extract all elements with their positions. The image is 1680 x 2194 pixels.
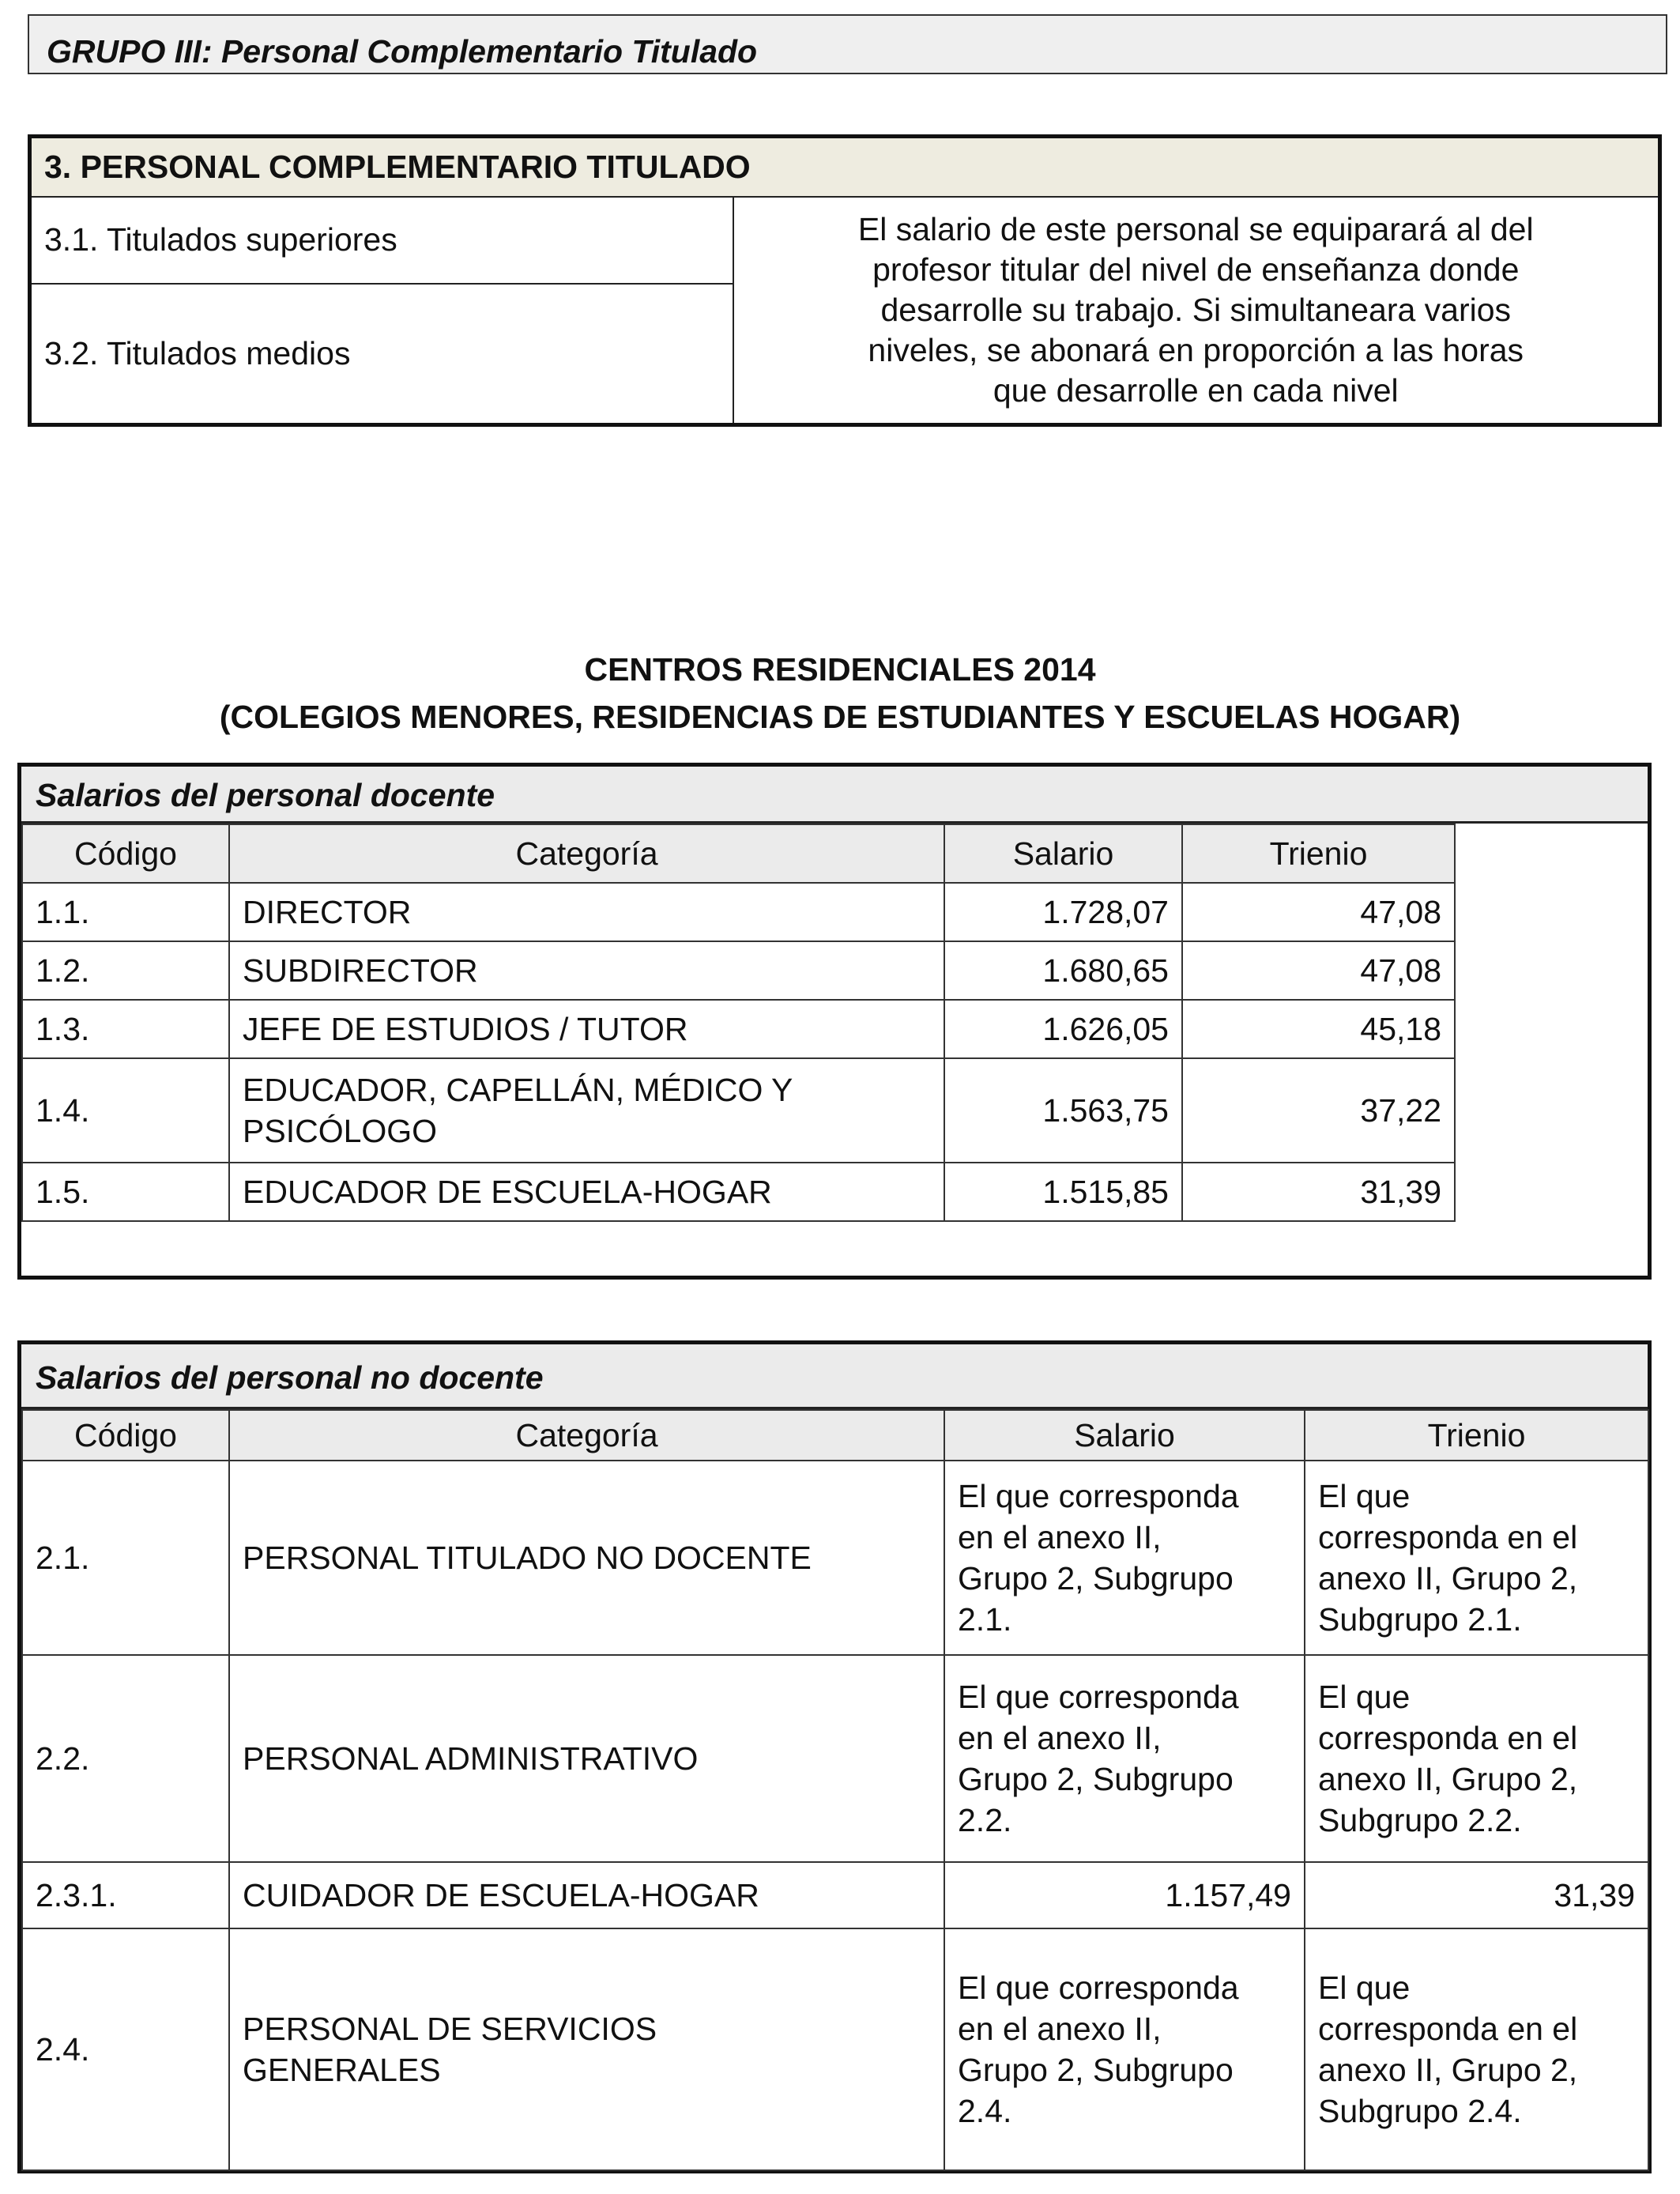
centros-title xyxy=(0,642,1680,745)
cell-category xyxy=(229,1058,944,1163)
cell-category: SUBDIRECTOR xyxy=(229,941,944,1000)
table-row xyxy=(22,883,1455,941)
cell-code: 2.1. xyxy=(22,1461,229,1655)
col-header-codigo: Código xyxy=(22,824,229,883)
cell-code: 2.2. xyxy=(22,1655,229,1862)
salary-line: El que corresponda xyxy=(958,1478,1239,1514)
salary-line: en el anexo II, xyxy=(958,1519,1162,1555)
salary-line: en el anexo II, xyxy=(958,1720,1162,1756)
cell-category: DIRECTOR xyxy=(229,883,944,941)
title-line-2: (COLEGIOS MENORES, RESIDENCIAS DE ESTUDIANTES Y ESCUELAS HOGAR) xyxy=(219,699,1461,735)
trienio-line: corresponda en el xyxy=(1318,2011,1578,2047)
col-header-categoria: Categoría xyxy=(229,824,944,883)
cell-category: PERSONAL TITULADO NO DOCENTE xyxy=(229,1461,944,1655)
cell-salary xyxy=(944,1655,1305,1862)
salary-line: 2.1. xyxy=(958,1601,1012,1638)
cell-category: JEFE DE ESTUDIOS / TUTOR xyxy=(229,1000,944,1058)
section3-item-medios: 3.2. Titulados medios xyxy=(30,284,733,425)
col-header-codigo: Código xyxy=(22,1410,229,1461)
trienio-line: El que xyxy=(1318,1970,1411,2006)
trienio-line: anexo II, Grupo 2, xyxy=(1318,1560,1578,1596)
cell-code: 2.3.1. xyxy=(22,1862,229,1928)
cell-category: CUIDADOR DE ESCUELA-HOGAR xyxy=(229,1862,944,1928)
cell-code: 1.2. xyxy=(22,941,229,1000)
trienio-line: corresponda en el xyxy=(1318,1519,1578,1555)
table-row xyxy=(22,941,1455,1000)
cell-code: 1.3. xyxy=(22,1000,229,1058)
description-line: niveles, se abonará en proporción a las horas xyxy=(868,331,1524,368)
salary-line: 2.4. xyxy=(958,2093,1012,2129)
salary-line: El que corresponda xyxy=(958,1970,1239,2006)
cell-salary: 1.563,75 xyxy=(944,1058,1182,1163)
col-header-salario: Salario xyxy=(944,824,1182,883)
nodocente-caption: Salarios del personal no docente xyxy=(21,1344,1648,1409)
table-row xyxy=(22,1000,1455,1058)
category-line: EDUCADOR, CAPELLÁN, MÉDICO Y xyxy=(243,1072,793,1108)
cell-category: EDUCADOR DE ESCUELA-HOGAR xyxy=(229,1163,944,1221)
cell-trienio xyxy=(1305,1461,1648,1655)
docente-table xyxy=(21,824,1456,1222)
trienio-line: Subgrupo 2.2. xyxy=(1318,1802,1522,1838)
title-line-1: CENTROS RESIDENCIALES 2014 xyxy=(584,651,1096,688)
col-header-salario: Salario xyxy=(944,1410,1305,1461)
description-line: que desarrolle en cada nivel xyxy=(993,371,1399,409)
trienio-line: corresponda en el xyxy=(1318,1720,1578,1756)
table-row xyxy=(22,1928,1648,2170)
cell-trienio: 31,39 xyxy=(1182,1163,1455,1221)
salary-line: Grupo 2, Subgrupo xyxy=(958,1761,1234,1797)
cell-salary: 1.626,05 xyxy=(944,1000,1182,1058)
table-row xyxy=(22,1058,1455,1163)
table-row xyxy=(22,1163,1455,1221)
group-title-box xyxy=(28,14,1667,74)
salary-line: 2.2. xyxy=(958,1802,1012,1838)
table-row xyxy=(22,1461,1648,1655)
cell-category xyxy=(229,1928,944,2170)
cell-code: 1.1. xyxy=(22,883,229,941)
cell-trienio xyxy=(1305,1928,1648,2170)
cell-code: 1.5. xyxy=(22,1163,229,1221)
col-header-categoria: Categoría xyxy=(229,1410,944,1461)
col-header-trienio: Trienio xyxy=(1305,1410,1648,1461)
salary-line: Grupo 2, Subgrupo xyxy=(958,2052,1234,2088)
category-line: GENERALES xyxy=(243,2052,441,2088)
cell-salary: 1.680,65 xyxy=(944,941,1182,1000)
cell-salary: 1.515,85 xyxy=(944,1163,1182,1221)
trienio-line: El que xyxy=(1318,1478,1411,1514)
nodocente-salary-box xyxy=(17,1340,1652,2173)
docente-salary-box xyxy=(17,763,1652,1280)
salary-line: El que corresponda xyxy=(958,1679,1239,1715)
trienio-line: anexo II, Grupo 2, xyxy=(1318,1761,1578,1797)
cell-trienio: 31,39 xyxy=(1305,1862,1648,1928)
cell-trienio xyxy=(1305,1655,1648,1862)
cell-trienio: 45,18 xyxy=(1182,1000,1455,1058)
cell-salary: 1.157,49 xyxy=(944,1862,1305,1928)
salary-line: en el anexo II, xyxy=(958,2011,1162,2047)
trienio-line: Subgrupo 2.4. xyxy=(1318,2093,1522,2129)
table-row xyxy=(22,1655,1648,1862)
cell-salary: 1.728,07 xyxy=(944,883,1182,941)
cell-trienio: 37,22 xyxy=(1182,1058,1455,1163)
cell-salary xyxy=(944,1461,1305,1655)
description-line: profesor titular del nivel de enseñanza donde xyxy=(872,251,1520,288)
section3-table xyxy=(28,134,1662,427)
category-line: PSICÓLOGO xyxy=(243,1113,438,1149)
table-row xyxy=(22,1862,1648,1928)
salary-line: Grupo 2, Subgrupo xyxy=(958,1560,1234,1596)
category-line: PERSONAL DE SERVICIOS xyxy=(243,2011,657,2047)
section3-description xyxy=(733,197,1660,425)
docente-caption: Salarios del personal docente xyxy=(21,767,1648,824)
section3-item-superiores: 3.1. Titulados superiores xyxy=(30,197,733,284)
cell-code: 2.4. xyxy=(22,1928,229,2170)
trienio-line: anexo II, Grupo 2, xyxy=(1318,2052,1578,2088)
section3-header: 3. PERSONAL COMPLEMENTARIO TITULADO xyxy=(30,137,1660,197)
cell-salary xyxy=(944,1928,1305,2170)
cell-trienio: 47,08 xyxy=(1182,883,1455,941)
trienio-line: Subgrupo 2.1. xyxy=(1318,1601,1522,1638)
nodocente-table xyxy=(21,1409,1649,2171)
group-title: GRUPO III: Personal Complementario Titulado xyxy=(47,33,758,70)
cell-code: 1.4. xyxy=(22,1058,229,1163)
col-header-trienio: Trienio xyxy=(1182,824,1455,883)
cell-trienio: 47,08 xyxy=(1182,941,1455,1000)
trienio-line: El que xyxy=(1318,1679,1411,1715)
cell-category: PERSONAL ADMINISTRATIVO xyxy=(229,1655,944,1862)
description-line: El salario de este personal se equiparará al del xyxy=(857,210,1534,247)
description-line: desarrolle su trabajo. Si simultaneara varios xyxy=(880,291,1512,328)
